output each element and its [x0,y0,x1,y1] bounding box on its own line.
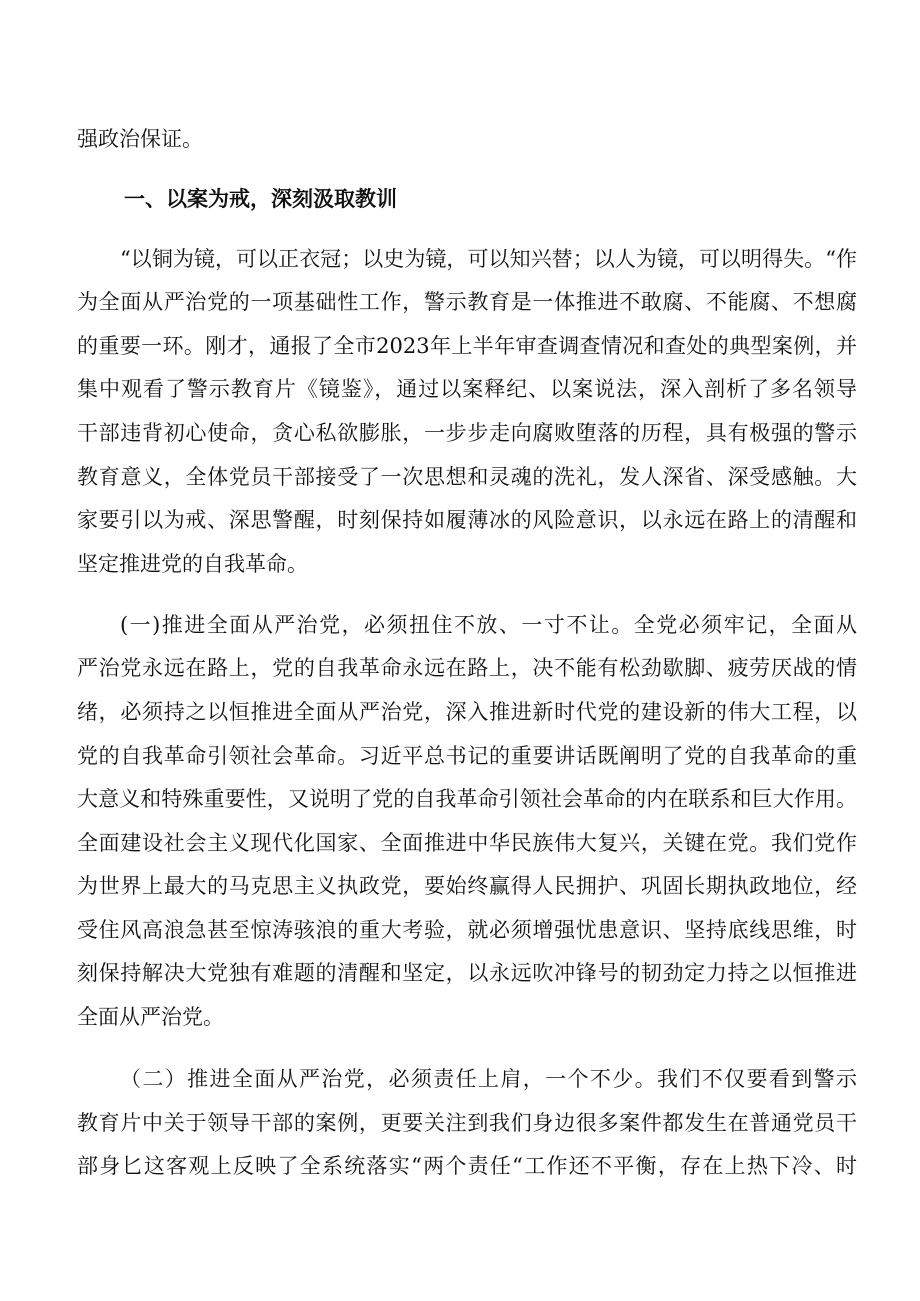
paragraph1-line: 集中观看了警示教育片《镜鉴》，通过以案释纪、以案说法，深入剖析了多名领导 [77,377,857,401]
paragraph2-line: 严治党永远在路上，党的自我革命永远在路上，决不能有松劲歇脚、疲劳厌战的情 [77,656,857,680]
paragraph2-line: 刻保持解决大党独有难题的清醒和坚定，以永远吹冲锋号的韧劲定力持之以恒推进 [77,961,857,985]
paragraph1-line: 教育意义，全体党员干部接受了一次思想和灵魂的洗礼，发人深省、深受感触。大 [77,465,857,489]
paragraph3-line: 部身匕这客观上反映了全系统落实“两个责任“工作还不平衡，存在上热下冷、时 [77,1154,857,1178]
intro-line: 强政治保证。 [77,127,203,151]
paragraph2-line: 全面建设社会主义现代化国家、全面推进中华民族伟大复兴，关键在党。我们党作 [77,831,857,855]
paragraph1-line: “以铜为镜，可以正衣冠；以史为镜，可以知兴替；以人为镜，可以明得失。“作 [120,247,857,271]
section-heading: 一、以案为戒，深刻汲取教训 [124,187,397,211]
paragraph1-line: 的重要一环。刚才，通报了全市2023年上半年审查调查情况和查处的典型案例，并 [77,334,857,358]
paragraph1-line: 为全面从严治党的一项基础性工作，警示教育是一体推进不敢腐、不能腐、不想腐 [77,290,857,314]
paragraph3-line: （二）推进全面从严治党，必须责任上肩，一个不少。我们不仅要看到警示 [120,1067,857,1091]
paragraph2-line: 绪，必须持之以恒推进全面从严治党，深入推进新时代党的建设新的伟大工程，以 [77,700,857,724]
paragraph1-line: 干部违背初心使命，贪心私欲膨胀，一步步走向腐败堕落的历程，具有极强的警示 [77,421,857,445]
paragraph1-line: 坚定推进党的自我革命。 [77,552,308,576]
paragraph2-line: 党的自我革命引领社会革命。习近平总书记的重要讲话既阐明了党的自我革命的重 [77,744,857,768]
paragraph2-line: (一)推进全面从严治党，必须扭住不放、一寸不让。全党必须牢记，全面从 [120,613,857,637]
paragraph2-line: 全面从严治党。 [77,1005,224,1029]
paragraph3-line: 教育片中关于领导干部的案例，更要关注到我们身边很多案件都发生在普通党员干 [77,1111,857,1135]
paragraph1-line: 家要引以为戒、深思警醒，时刻保持如履薄冰的风险意识，以永远在路上的清醒和 [77,508,857,532]
paragraph2-line: 受住风高浪急甚至惊涛骇浪的重大考验，就必须增强忧患意识、坚持底线思维，时 [77,918,857,942]
paragraph2-line: 大意义和特殊重要性，又说明了党的自我革命引领社会革命的内在联系和巨大作用。 [77,787,857,811]
paragraph2-line: 为世界上最大的马克思主义执政党，要始终赢得人民拥护、巩固长期执政地位，经 [77,874,857,898]
